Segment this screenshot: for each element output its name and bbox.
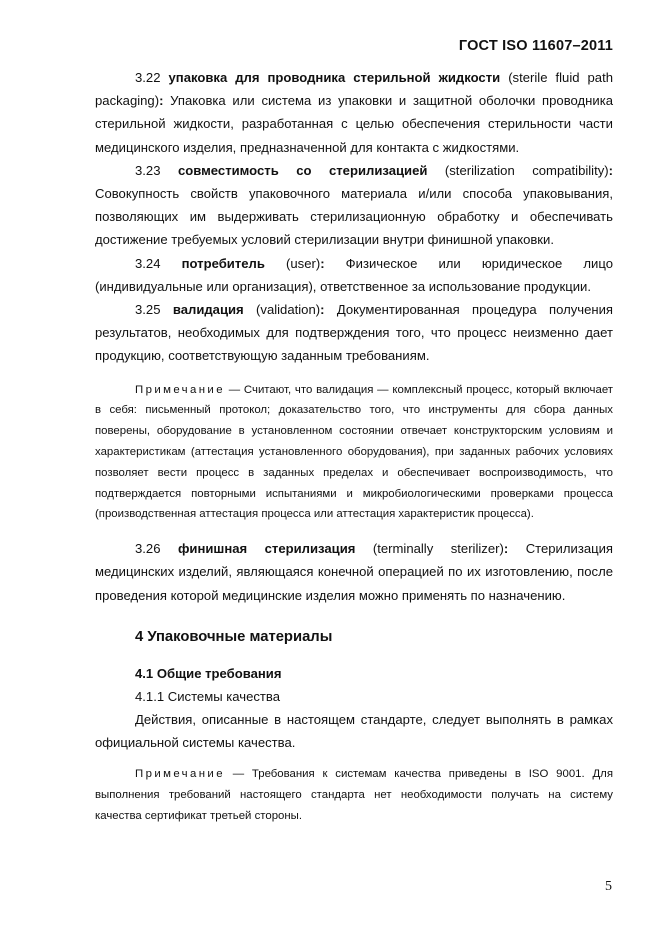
clause-heading-4-1-1: 4.1.1 Системы качества: [135, 688, 281, 704]
entry-term: совместимость со стерилизацией: [177, 162, 428, 178]
term-entry-3-25: [95, 298, 613, 368]
entry-number: 3.22: [135, 70, 169, 85]
entry-english: (sterilization compatibility): [427, 162, 609, 178]
entry-colon: :: [320, 302, 325, 318]
entry-term: потребитель: [181, 255, 265, 271]
term-entry-3-24: [95, 252, 613, 298]
entry-definition: Упаковка или система из упаковки и защитной оболочки проводника стерильной жидкости, разработанная с целью обеспечения стерильности части медицинского изделия, предназначенной для контакта с жидкостями.: [95, 93, 613, 155]
entry-number: 3.26: [135, 541, 178, 557]
note-text: — Считают, что валидация — комплексный процесс, который включает в себя: письменный протокол; доказательство того, что инструменты для сбора данных поверены, оборудование в установленном состоянии отвечает конструкторским условиям и характеристикам (аттестация установленного оборудования), при заданных рабочих условиях позволяет вести процесс в заданных пределах и обеспечивает воспроизводимость, что подтверждается повторными испытаниями и микробиологическими проверками процесса (производственная аттестация процесса или аттестация характеристик процесса).: [95, 383, 613, 521]
note-text: — Требования к системам качества приведены в ISO 9001. Для выполнения требований настоящего стандарта нет необходимости получать на систему качества сертификат третьей стороны.: [95, 768, 613, 823]
entry-term: упаковка для проводника стерильной жидкости: [168, 70, 501, 85]
entry-english: (sterile fluid path packaging): [95, 70, 613, 109]
entry-colon: :: [320, 255, 325, 271]
entry-colon: :: [608, 162, 613, 178]
entry-number: 3.25: [135, 302, 173, 318]
entry-term: финишная стерилизация: [177, 541, 356, 557]
entry-english: (validation): [243, 302, 321, 318]
entry-english: (terminally sterilizer): [355, 541, 504, 557]
entry-number: 3.23: [135, 162, 178, 178]
entry-definition: Физическое или юридическое лицо (индивидуальные или организация), ответственное за использование продукции.: [95, 255, 613, 294]
section-heading-4: 4 Упаковочные материалы: [135, 628, 333, 645]
page-header-doc-id: ГОСТ ISO 11607–2011: [458, 38, 613, 54]
entry-definition: Стерилизация медицинских изделий, являющаяся конечной операцией по их изготовлению, после проведения которой медицинские изделия можно применять по назначению.: [95, 541, 614, 603]
page-number: 5: [605, 879, 612, 894]
term-entry-3-23: [95, 159, 613, 252]
term-entry-3-22: [95, 66, 613, 159]
entry-number: 3.24: [135, 255, 182, 271]
entry-definition: Совокупность свойств упаковочного материала и/или способа упаковывания, позволяющих им выдерживать стерилизационную обработку и обеспечивать достижение требуемых условий стерилизации внутри финишной упаковки.: [95, 186, 613, 248]
entry-colon: :: [503, 541, 509, 557]
entry-definition: Документированная процедура получения результатов, необходимых для подтверждения того, что процесс неизменно дает продукцию, соответствующую заданным требованиям.: [95, 302, 614, 364]
note-label: Примечание: [135, 383, 225, 396]
term-entry-3-26: [95, 537, 613, 607]
note-quality-systems: [95, 764, 613, 826]
subsection-heading-4-1: 4.1 Общие требования: [135, 665, 282, 681]
note-validation: [95, 380, 613, 526]
clause-paragraph: Действия, описанные в настоящем стандарте, следует выполнять в рамках официальной системы качества.: [95, 712, 613, 751]
entry-english: (user): [264, 255, 321, 271]
note-label: Примечание: [135, 768, 225, 781]
entry-term: валидация: [172, 302, 244, 318]
page-content: [95, 66, 613, 827]
entry-colon: :: [159, 93, 164, 109]
